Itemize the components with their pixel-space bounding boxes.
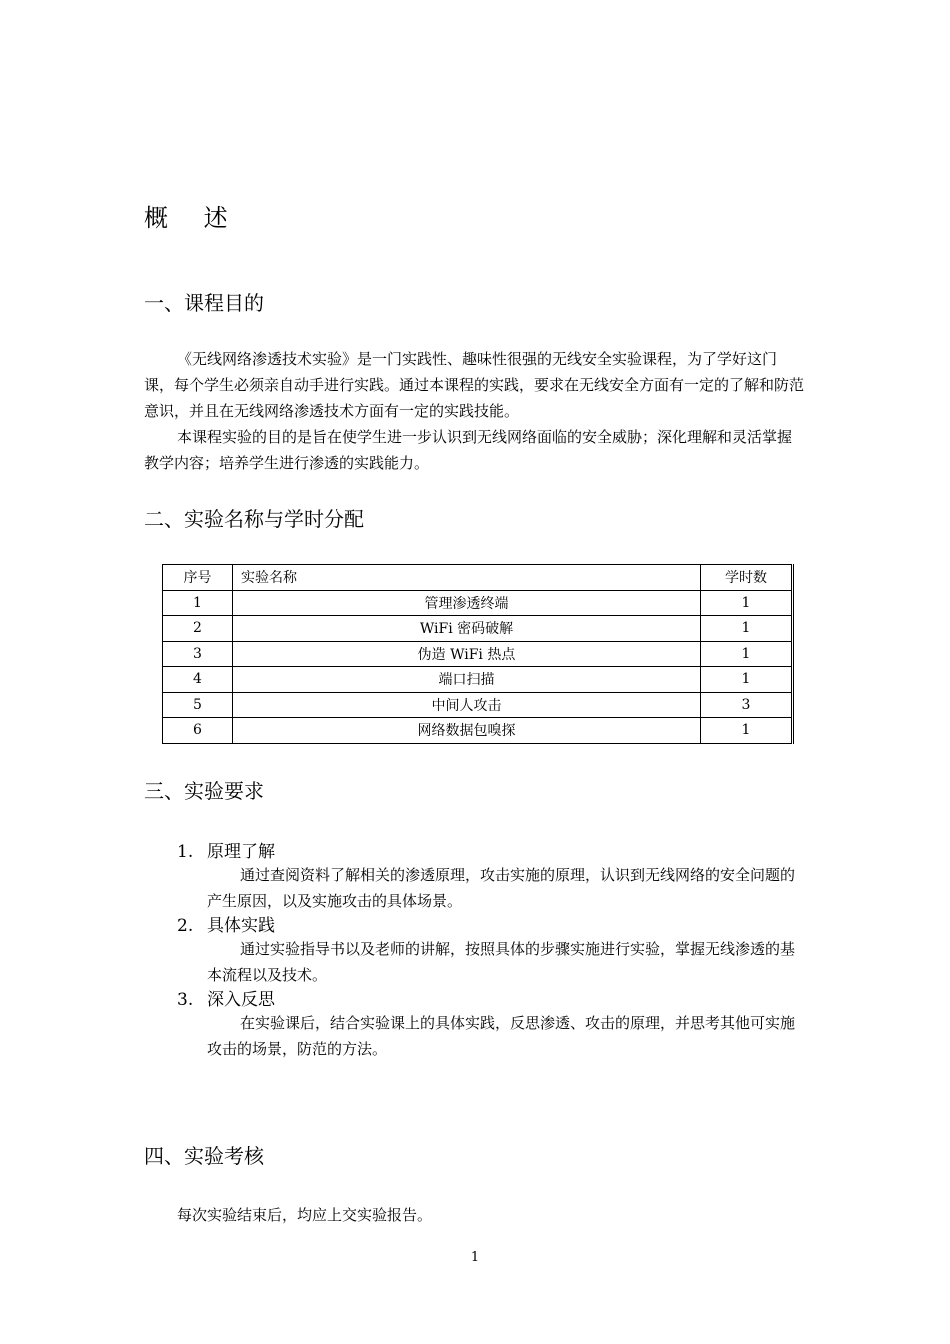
cell-name: 中间人攻击 [233,692,701,718]
section-heading-assessment: 四、实验考核 [144,1144,264,1168]
table-row [163,667,793,693]
purpose-paragraph-2: 本课程实验的目的是旨在使学生进一步认识到无线网络面临的安全威胁；深化理解和灵活掌握教学内容；培养学生进行渗透的实践能力。 [144,428,793,472]
table-row [163,616,793,642]
table-row [163,641,793,667]
page-title: 概 述 [144,204,242,232]
requirement-title-text: 具体实践 [207,916,275,936]
cell-name: 管理渗透终端 [233,590,701,616]
table-row [163,718,793,744]
cell-index: 6 [163,718,233,744]
header-name: 实验名称 [233,565,701,591]
section-heading-purpose: 一、课程目的 [144,291,264,315]
requirement-body-2: 通过实验指导书以及老师的讲解，按照具体的步骤实施进行实验，掌握无线渗透的基本流程以及技术。 [207,940,796,984]
requirement-number: 2. [177,916,194,936]
page-number: 1 [470,1250,480,1265]
cell-name: 伪造 WiFi 热点 [233,641,701,667]
requirement-body-1: 通过查阅资料了解相关的渗透原理，攻击实施的原理，认识到无线网络的安全问题的产生原因，以及实施攻击的具体场景。 [207,866,796,910]
cell-index: 5 [163,692,233,718]
cell-index: 1 [163,590,233,616]
experiment-table [162,564,794,744]
table-row [163,692,793,718]
requirement-title-3 [177,985,275,1010]
section-heading-allocation: 二、实验名称与学时分配 [144,507,364,531]
cell-index: 3 [163,641,233,667]
requirement-title-text: 原理了解 [207,842,275,862]
requirement-number: 3. [177,990,194,1010]
cell-hours: 1 [701,616,793,642]
cell-hours: 1 [701,718,793,744]
requirement-title-text: 深入反思 [207,990,275,1010]
cell-hours: 1 [701,590,793,616]
header-index: 序号 [163,565,233,591]
assessment-paragraph: 每次实验结束后，均应上交实验报告。 [177,1206,433,1224]
cell-name: 端口扫描 [233,667,701,693]
section-heading-requirements: 三、实验要求 [144,779,264,803]
cell-hours: 3 [701,692,793,718]
cell-name: WiFi 密码破解 [233,616,701,642]
cell-index: 4 [163,667,233,693]
table-header-row [163,565,793,591]
purpose-paragraph-1: 《无线网络渗透技术实验》是一门实践性、趣味性很强的无线安全实验课程，为了学好这门课，每个学生必须亲自动手进行实践。通过本课程的实践，要求在无线安全方面有一定的了解和防范意识，并且在无线网络渗透技术方面有一定的实践技能。 [144,350,805,420]
requirement-number: 1. [177,842,194,862]
table-row [163,590,793,616]
requirement-body-3: 在实验课后，结合实验课上的具体实践，反思渗透、攻击的原理，并思考其他可实施攻击的场景，防范的方法。 [207,1014,796,1058]
cell-hours: 1 [701,641,793,667]
cell-name: 网络数据包嗅探 [233,718,701,744]
cell-index: 2 [163,616,233,642]
requirement-title-1 [177,837,275,862]
requirement-title-2 [177,911,275,936]
cell-hours: 1 [701,667,793,693]
header-hours: 学时数 [701,565,793,591]
